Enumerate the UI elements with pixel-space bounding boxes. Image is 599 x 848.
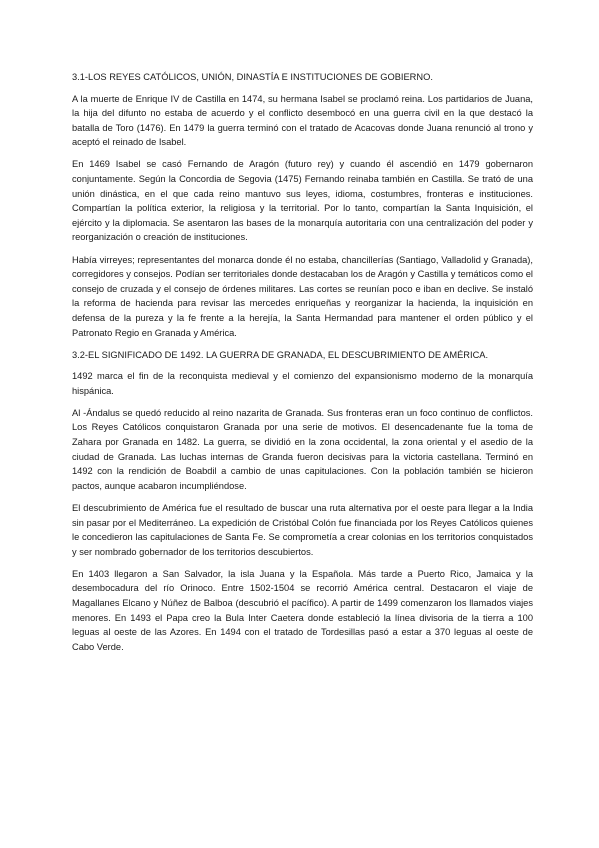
- document-page: [72, 70, 533, 662]
- section-2-heading: 3.2-EL SIGNIFICADO DE 1492. LA GUERRA DE GRANADA, EL DESCUBRIMIENTO DE AMÉRICA.: [72, 349, 489, 360]
- paragraph: A la muerte de Enrique IV de Castilla en 1474, su hermana Isabel se proclamó reina. Los partidarios de Juana, la hija del difunto no estaba de acuerdo y el conflicto desembocó en una guerra civil en la que destacó la batalla de Toro (1476). En 1479 la guerra terminó con el tratado de Acacovas donde Juana renunció al trono y aceptó el reinado de Isabel.: [72, 93, 533, 148]
- paragraph: Al -Ándalus se quedó reducido al reino nazarita de Granada. Sus fronteras eran un foco continuo de conflictos. Los Reyes Católicos conquistaron Granada por una serie de motivos. El desencadenante fue la toma de Zahara por Granada en 1482. La guerra, se dividió en la zona occidental, la zona oriental y el asedio de la ciudad de Granada. Las luchas internas de Granda fueron decisivas para la victoria castellana. Terminó en 1492 con la rendición de Boabdil a cambio de unas capitulaciones. Con la población también se hicieron pactos, aunque acabaron incumpliéndose.: [72, 407, 533, 491]
- paragraph: El descubrimiento de América fue el resultado de buscar una ruta alternativa por el oeste para llegar a la India sin pasar por el Mediterráneo. La expedición de Cristóbal Colón fue financiada por los Reyes Católicos quienes le concedieron las capitulaciones de Santa Fe. Se comprometía a crear colonias en los territorios conquistados y ser nombrado gobernador de los territorios descubiertos.: [72, 502, 533, 557]
- paragraph: 1492 marca el fin de la reconquista medieval y el comienzo del expansionismo moderno de la monarquía hispánica.: [72, 371, 533, 396]
- paragraph: En 1403 llegaron a San Salvador, la isla Juana y la Española. Más tarde a Puerto Rico, Jamaica y la desembocadura del río Orinoco. Entre 1502-1504 se recorrió América central. Destacaron el viaje de Magallanes Elcano y Núñez de Balboa (descubrió el pacífico). A partir de 1499 comenzaron los llamados viajes menores. En 1493 el Papa creo la Bula Inter Caetera donde estableció la línea divisoria de la tierra a 100 leguas al oeste de las Azores. En 1494 con el tratado de Tordesillas pasó a estar a 370 leguas al oeste de Cabo Verde.: [72, 568, 533, 652]
- paragraph: En 1469 Isabel se casó Fernando de Aragón (futuro rey) y cuando él ascendió en 1479 gobernaron conjuntamente. Según la Concordia de Segovia (1475) Fernando reinaba también en Castilla. Se trató de una unión dinástica, en el que cada reino mantuvo sus leyes, idioma, costumbres, fronteras e instituciones. Compartían la política exterior, la religiosa y la territorial. Por lo tanto, compartían la Santa Inquisición, el ejército y la diplomacia. Se asentaron las bases de la monarquía autoritaria con una centralización del poder y reorganización o creación de instituciones.: [72, 159, 533, 243]
- paragraph: Había virreyes; representantes del monarca donde él no estaba, chancillerías (Santiago, Valladolid y Granada), corregidores y consejos. Podían ser territoriales donde destacaban los de Aragón y Castilla y temáticos como el consejo de cruzada y el consejo de órdenes militares. Las cortes se reunían poco e iban en declive. Se instaló la reforma de hacienda para revisar las mercedes enriqueñas y reorganizar la hacienda, la inquisición en defensa de la pureza y la fe frente a la herejía, la Santa Hermandad para mantener el orden público y el Patronato Regio en Granada y América.: [72, 254, 533, 338]
- section-1-heading: 3.1-LOS REYES CATÓLICOS, UNIÓN, DINASTÍA E INSTITUCIONES DE GOBIERNO.: [72, 72, 433, 82]
- section-2: [72, 348, 533, 655]
- section-1: [72, 70, 533, 340]
